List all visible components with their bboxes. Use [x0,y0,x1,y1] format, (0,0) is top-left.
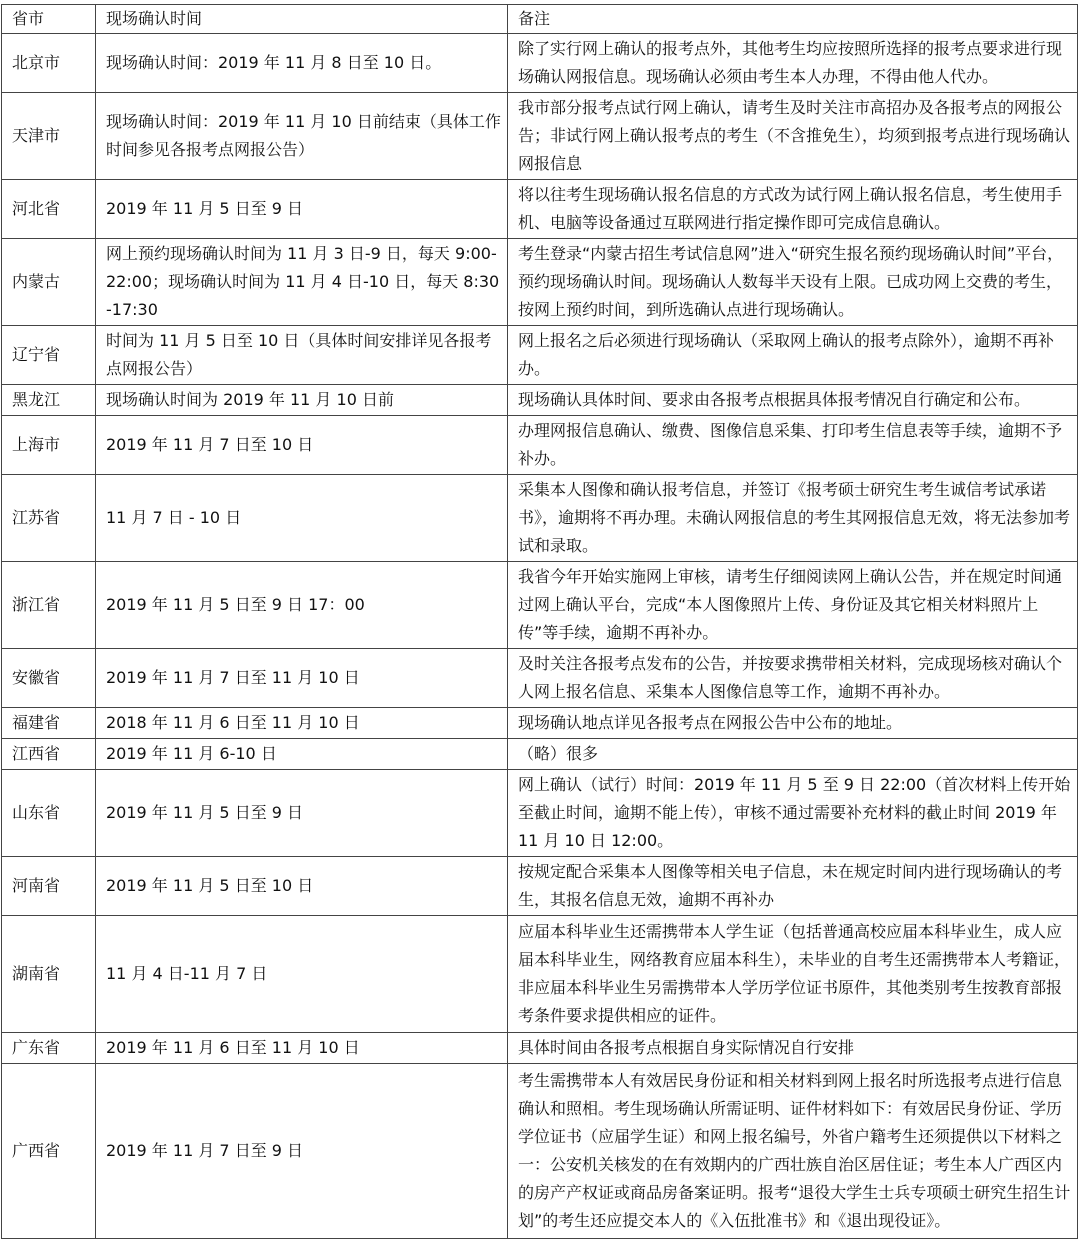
time-cell: 现场确认时间：2019 年 11 月 10 日前结束（具体工作时间参见各报考点网报公告） [96,93,508,180]
time-cell: 现场确认时间为 2019 年 11 月 10 日前 [96,385,508,416]
province-cell: 河北省 [2,180,96,239]
province-cell: 北京市 [2,34,96,93]
note-cell: 考生需携带本人有效居民身份证和相关材料到网上报名时所选报考点进行信息确认和照相。考生现场确认所需证明、证件材料如下：有效居民身份证、学历学位证书（应届学生证）和网上报名编号，外省户籍考生还须提供以下材料之一：公安机关核发的在有效期内的广西壮族自治区居住证；考生本人广西区内的房产产权证或商品房备案证明。报考“退役大学生士兵专项硕士研究生招生计划”的考生还应提交本人的《入伍批准书》和《退出现役证》。 [508,1064,1078,1239]
province-cell: 天津市 [2,93,96,180]
province-cell: 江苏省 [2,475,96,562]
province-cell: 河南省 [2,857,96,916]
header-confirmation-time: 现场确认时间 [96,5,508,34]
table-row [2,239,1078,326]
table-row [2,708,1078,739]
province-cell: 湖南省 [2,916,96,1033]
time-cell: 2019 年 11 月 6 日至 11 月 10 日 [96,1033,508,1064]
note-cell: 考生登录“内蒙古招生考试信息网”进入“研究生报名预约现场确认时间”平台，预约现场确认时间。现场确认人数每半天设有上限。已成功网上交费的考生，按网上预约时间，到所选确认点进行现场确认。 [508,239,1078,326]
table-row [2,770,1078,857]
note-cell: 及时关注各报考点发布的公告，并按要求携带相关材料，完成现场核对确认个人网上报名信息、采集本人图像信息等工作，逾期不再补办。 [508,649,1078,708]
province-cell: 上海市 [2,416,96,475]
table-row [2,916,1078,1033]
time-cell: 现场确认时间：2019 年 11 月 8 日至 10 日。 [96,34,508,93]
note-cell: 采集本人图像和确认报考信息，并签订《报考硕士研究生考生诚信考试承诺书》，逾期将不再办理。未确认网报信息的考生其网报信息无效，将无法参加考试和录取。 [508,475,1078,562]
time-cell: 2019 年 11 月 6-10 日 [96,739,508,770]
note-cell: 我省今年开始实施网上审核，请考生仔细阅读网上确认公告，并在规定时间通过网上确认平台，完成“本人图像照片上传、身份证及其它相关材料照片上传”等手续，逾期不再补办。 [508,562,1078,649]
table-row [2,1033,1078,1064]
table-row [2,180,1078,239]
table-row [2,649,1078,708]
table-row [2,739,1078,770]
province-cell: 广西省 [2,1064,96,1239]
header-row [2,5,1078,34]
province-cell: 黑龙江 [2,385,96,416]
table-row [2,93,1078,180]
table-row [2,416,1078,475]
table-row [2,475,1078,562]
province-cell: 内蒙古 [2,239,96,326]
table-row [2,562,1078,649]
province-cell: 辽宁省 [2,326,96,385]
province-cell: 江西省 [2,739,96,770]
note-cell: 网上报名之后必须进行现场确认（采取网上确认的报考点除外），逾期不再补办。 [508,326,1078,385]
note-cell: 现场确认地点详见各报考点在网报公告中公布的地址。 [508,708,1078,739]
note-cell: 我市部分报考点试行网上确认，请考生及时关注市高招办及各报考点的网报公告；非试行网上确认报考点的考生（不含推免生），均须到报考点进行现场确认网报信息 [508,93,1078,180]
province-cell: 广东省 [2,1033,96,1064]
time-cell: 2019 年 11 月 5 日至 9 日 [96,770,508,857]
time-cell: 11 月 7 日 - 10 日 [96,475,508,562]
note-cell: （略）很多 [508,739,1078,770]
time-cell: 2019 年 11 月 7 日至 11 月 10 日 [96,649,508,708]
table-row [2,385,1078,416]
time-cell: 2019 年 11 月 7 日至 10 日 [96,416,508,475]
table-row [2,34,1078,93]
note-cell: 应届本科毕业生还需携带本人学生证（包括普通高校应届本科毕业生，成人应届本科毕业生，网络教育应届本科生），未毕业的自考生还需携带本人考籍证，非应届本科毕业生另需携带本人学历学位证书原件，其他类别考生按教育部报考条件要求提供相应的证件。 [508,916,1078,1033]
time-cell: 时间为 11 月 5 日至 10 日（具体时间安排详见各报考点网报公告） [96,326,508,385]
time-cell: 11 月 4 日-11 月 7 日 [96,916,508,1033]
note-cell: 将以往考生现场确认报名信息的方式改为试行网上确认报名信息，考生使用手机、电脑等设备通过互联网进行指定操作即可完成信息确认。 [508,180,1078,239]
province-cell: 福建省 [2,708,96,739]
time-cell: 2019 年 11 月 5 日至 9 日 17：00 [96,562,508,649]
time-cell: 2018 年 11 月 6 日至 11 月 10 日 [96,708,508,739]
header-notes: 备注 [508,5,1078,34]
confirmation-schedule-table [1,4,1078,1239]
note-cell: 除了实行网上确认的报考点外，其他考生均应按照所选择的报考点要求进行现场确认网报信息。现场确认必须由考生本人办理，不得由他人代办。 [508,34,1078,93]
table-row [2,326,1078,385]
note-cell: 按规定配合采集本人图像等相关电子信息，未在规定时间内进行现场确认的考生，其报名信息无效，逾期不再补办 [508,857,1078,916]
time-cell: 2019 年 11 月 7 日至 9 日 [96,1064,508,1239]
table-row [2,1064,1078,1239]
note-cell: 具体时间由各报考点根据自身实际情况自行安排 [508,1033,1078,1064]
time-cell: 网上预约现场确认时间为 11 月 3 日-9 日，每天 9:00-22:00；现场确认时间为 11 月 4 日-10 日，每天 8:30-17:30 [96,239,508,326]
province-cell: 山东省 [2,770,96,857]
province-cell: 安徽省 [2,649,96,708]
header-province: 省市 [2,5,96,34]
time-cell: 2019 年 11 月 5 日至 9 日 [96,180,508,239]
table-row [2,857,1078,916]
note-cell: 办理网报信息确认、缴费、图像信息采集、打印考生信息表等手续，逾期不予补办。 [508,416,1078,475]
time-cell: 2019 年 11 月 5 日至 10 日 [96,857,508,916]
province-cell: 浙江省 [2,562,96,649]
note-cell: 现场确认具体时间、要求由各报考点根据具体报考情况自行确定和公布。 [508,385,1078,416]
note-cell: 网上确认（试行）时间：2019 年 11 月 5 至 9 日 22:00（首次材料上传开始至截止时间，逾期不能上传），审核不通过需要补充材料的截止时间 2019 年 11 月 10 日 12:00。 [508,770,1078,857]
